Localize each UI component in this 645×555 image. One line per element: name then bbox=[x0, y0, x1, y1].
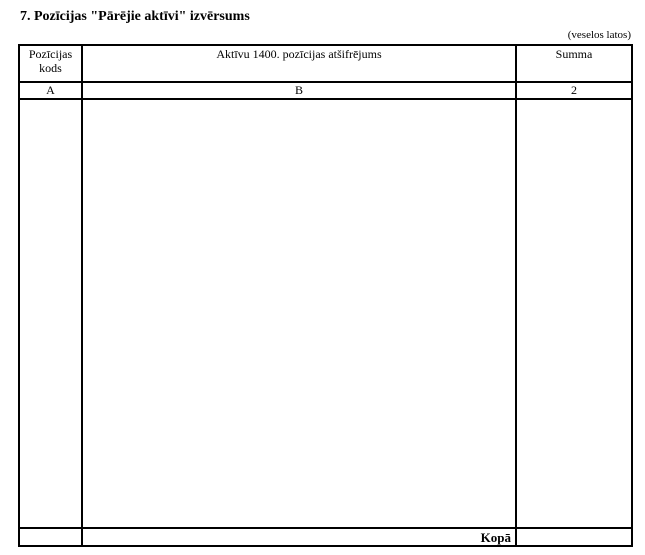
header-position-code: Pozīcijas kods bbox=[28, 47, 73, 75]
units-note: (veselos latos) bbox=[567, 29, 631, 41]
header-sum: Summa bbox=[555, 47, 593, 61]
column-code-b: B bbox=[294, 83, 303, 97]
sum-cell[interactable] bbox=[517, 100, 631, 527]
column-code-a: A bbox=[46, 83, 55, 97]
position-code-cell[interactable] bbox=[20, 100, 81, 527]
total-label: Kopā bbox=[480, 530, 511, 545]
breakdown-table bbox=[18, 44, 633, 547]
header-description: Aktīvu 1400. pozīcijas atšifrējums bbox=[216, 47, 382, 61]
total-sum-cell[interactable] bbox=[517, 529, 631, 545]
column-code-2: 2 bbox=[571, 83, 577, 97]
description-cell[interactable] bbox=[83, 100, 515, 527]
page-title: 7. Pozīcijas "Pārējie aktīvi" izvērsums bbox=[20, 9, 250, 24]
